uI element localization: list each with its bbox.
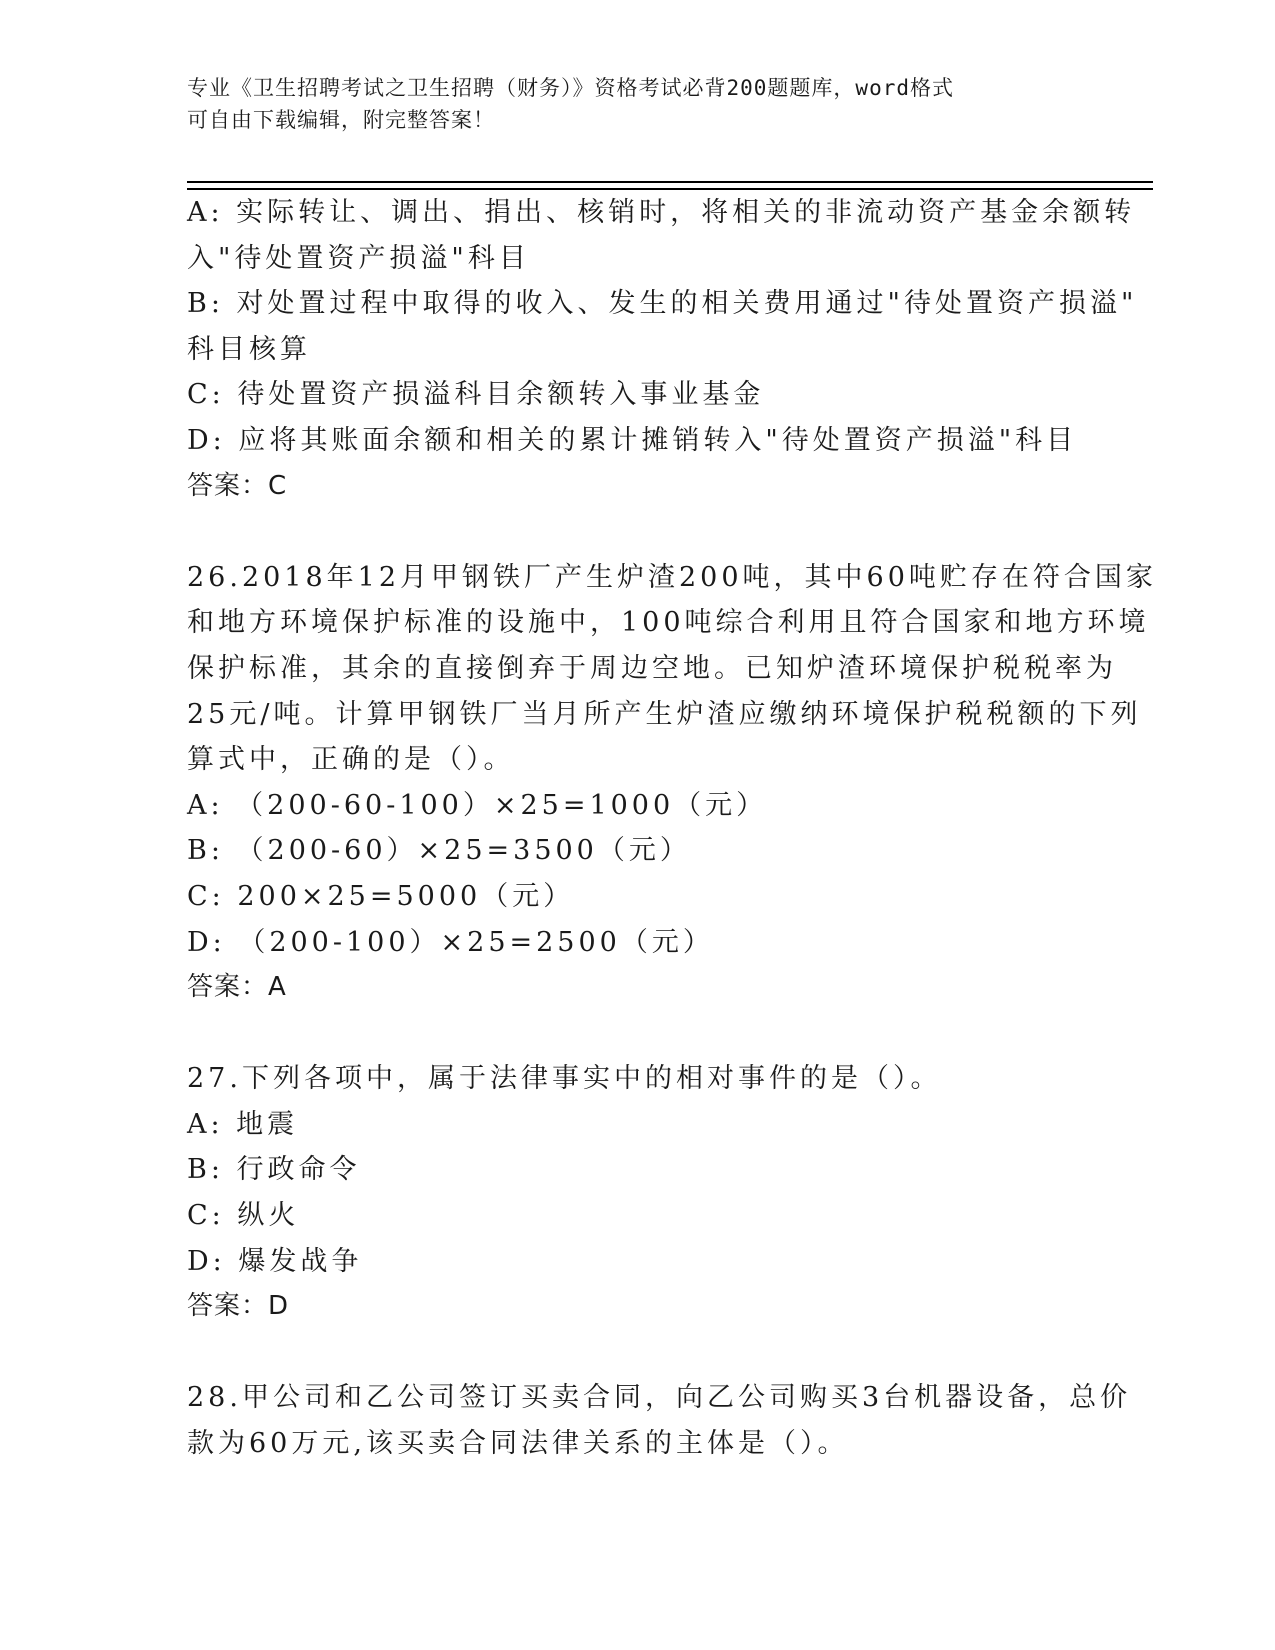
q25-option-b-line-2: 科目核算 [187,333,311,365]
q26-option-c: C: 200×25=5000（元） [187,880,575,912]
question-content [187,190,1157,1467]
header-line-2: 可自由下载编辑，附完整答案！ [187,108,495,132]
q25-option-b-line-1: B: 对处置过程中取得的收入、发生的相关费用通过"待处置资产损溢" [187,288,1138,320]
q26-answer: 答案：A [187,972,287,1003]
header-rule-top [187,181,1153,183]
q27-option-c: C: 纵火 [187,1200,300,1232]
spacer [187,1330,1087,1376]
q27-answer: 答案：D [187,1291,290,1322]
q26-stem-line-2: 和地方环境保护标准的设施中，100吨综合利用且符合国家和地方环境 [187,607,1150,639]
q25-option-a-line-1: A: 实际转让、调出、捐出、核销时，将相关的非流动资产基金余额转 [187,197,1136,228]
q25-option-c: C: 待处置资产损溢科目余额转入事业基金 [187,379,765,411]
q28-stem-line-1: 28.甲公司和乙公司签订买卖合同，向乙公司购买3台机器设备，总价 [187,1382,1132,1414]
q27-option-b: B: 行政命令 [187,1154,361,1186]
spacer [187,509,1087,555]
q27-option-d: D: 爆发战争 [187,1245,363,1277]
q26-option-a: A: （200-60-100）×25=1000（元） [187,789,768,821]
document-header [187,72,1087,136]
q28-stem-line-2: 款为60万元,该买卖合同法律关系的主体是（）。 [187,1428,849,1460]
q26-stem-line-1: 26.2018年12月甲钢铁厂产生炉渣200吨，其中60吨贮存在符合国家 [187,561,1157,593]
q25-option-d: D: 应将其账面余额和相关的累计摊销转入"待处置资产损溢"科目 [187,424,1078,456]
q25-answer: 答案：C [187,470,288,501]
header-line-1: 专业《卫生招聘考试之卫生招聘（财务）》资格考试必背200题题库，word格式 [187,76,954,100]
q26-stem-line-5: 算式中，正确的是（）。 [187,744,515,776]
q26-stem-line-4: 25元/吨。计算甲钢铁厂当月所产生炉渣应缴纳环境保护税税额的下列 [187,698,1142,730]
q25-option-a-line-2: 入"待处置资产损溢"科目 [187,242,530,274]
q26-stem-line-3: 保护标准，其余的直接倒弃于周边空地。已知炉渣环境保护税税率为 [187,652,1117,684]
q26-option-d: D: （200-100）×25=2500（元） [187,926,714,958]
q27-option-a: A: 地震 [187,1108,299,1140]
q27-stem: 27.下列各项中，属于法律事实中的相对事件的是（）。 [187,1063,942,1095]
spacer [187,1011,1087,1057]
q26-option-b: B: （200-60）×25=3500（元） [187,835,691,867]
